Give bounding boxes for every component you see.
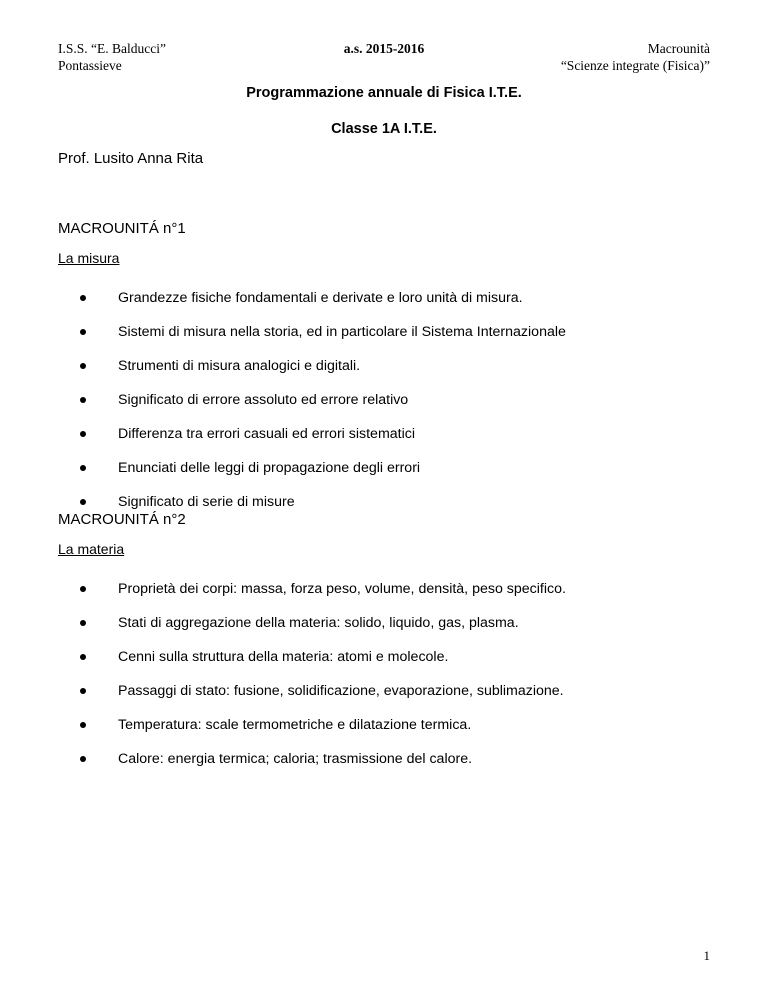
list-item-text: Cenni sulla struttura della materia: atomi e molecole.: [118, 649, 449, 665]
list-item-text: Stati di aggregazione della materia: solido, liquido, gas, plasma.: [118, 615, 519, 631]
list-item-text: Significato di errore assoluto ed errore relativo: [118, 392, 409, 408]
macrounit-1: [58, 220, 710, 511]
teacher-name: Prof. Lusito Anna Rita: [58, 150, 204, 167]
list-item-text: Temperatura: scale termometriche e dilatazione termica.: [118, 717, 472, 733]
bullet-icon: [80, 756, 86, 762]
list-item: [58, 459, 710, 477]
list-item-text: Grandezze fisiche fondamentali e derivate e loro unità di misura.: [118, 290, 523, 306]
bullet-icon: [80, 397, 86, 403]
topic-list: [58, 580, 710, 768]
bullet-icon: [80, 654, 86, 660]
page-number: 1: [703, 948, 710, 963]
list-item: [58, 425, 710, 443]
list-item: [58, 580, 710, 598]
class-title: Classe 1A I.T.E.: [331, 121, 437, 137]
macrounit-2: [58, 511, 710, 768]
list-item-text: Passaggi di stato: fusione, solidificazione, evaporazione, sublimazione.: [118, 683, 564, 699]
bullet-icon: [80, 586, 86, 592]
school-name: I.S.S. “E. Balducci”: [58, 41, 166, 56]
list-item-text: Enunciati delle leggi di propagazione degli errori: [118, 460, 421, 476]
subject-label: Macrounità: [647, 41, 710, 56]
macrounit-heading: MACROUNITÁ n°2: [58, 511, 186, 528]
school-town: Pontassieve: [58, 58, 122, 73]
list-item: [58, 648, 710, 666]
list-item: [58, 391, 710, 409]
bullet-icon: [80, 465, 86, 471]
list-item: [58, 323, 710, 341]
list-item-text: Sistemi di misura nella storia, ed in particolare il Sistema Internazionale: [118, 324, 566, 340]
list-item-text: Calore: energia termica; caloria; trasmissione del calore.: [118, 751, 473, 767]
list-item: [58, 614, 710, 632]
list-item-text: Proprietà dei corpi: massa, forza peso, volume, densità, peso specifico.: [118, 581, 566, 597]
list-item-text: Strumenti di misura analogici e digitali.: [118, 358, 361, 374]
subject-info: [561, 40, 710, 74]
macrounit-subtitle: La misura: [58, 250, 120, 266]
list-item: [58, 357, 710, 375]
list-item: [58, 750, 710, 768]
macrounit-subtitle: La materia: [58, 541, 125, 557]
list-item-text: Significato di serie di misure: [118, 494, 295, 510]
bullet-icon: [80, 722, 86, 728]
page-header: [58, 40, 710, 80]
bullet-icon: [80, 363, 86, 369]
school-year: a.s. 2015-2016: [343, 41, 425, 56]
bullet-icon: [80, 499, 86, 505]
list-item-text: Differenza tra errori casuali ed errori sistematici: [118, 426, 415, 442]
list-item: [58, 289, 710, 307]
bullet-icon: [80, 620, 86, 626]
macrounit-heading: MACROUNITÁ n°1: [58, 220, 186, 237]
bullet-icon: [80, 431, 86, 437]
list-item: [58, 682, 710, 700]
document-title: Programmazione annuale di Fisica I.T.E.: [246, 85, 522, 101]
bullet-icon: [80, 329, 86, 335]
bullet-icon: [80, 688, 86, 694]
list-item: [58, 716, 710, 734]
topic-list: [58, 289, 710, 511]
bullet-icon: [80, 295, 86, 301]
list-item: [58, 493, 710, 511]
subject-name: “Scienze integrate (Fisica)”: [560, 58, 710, 73]
